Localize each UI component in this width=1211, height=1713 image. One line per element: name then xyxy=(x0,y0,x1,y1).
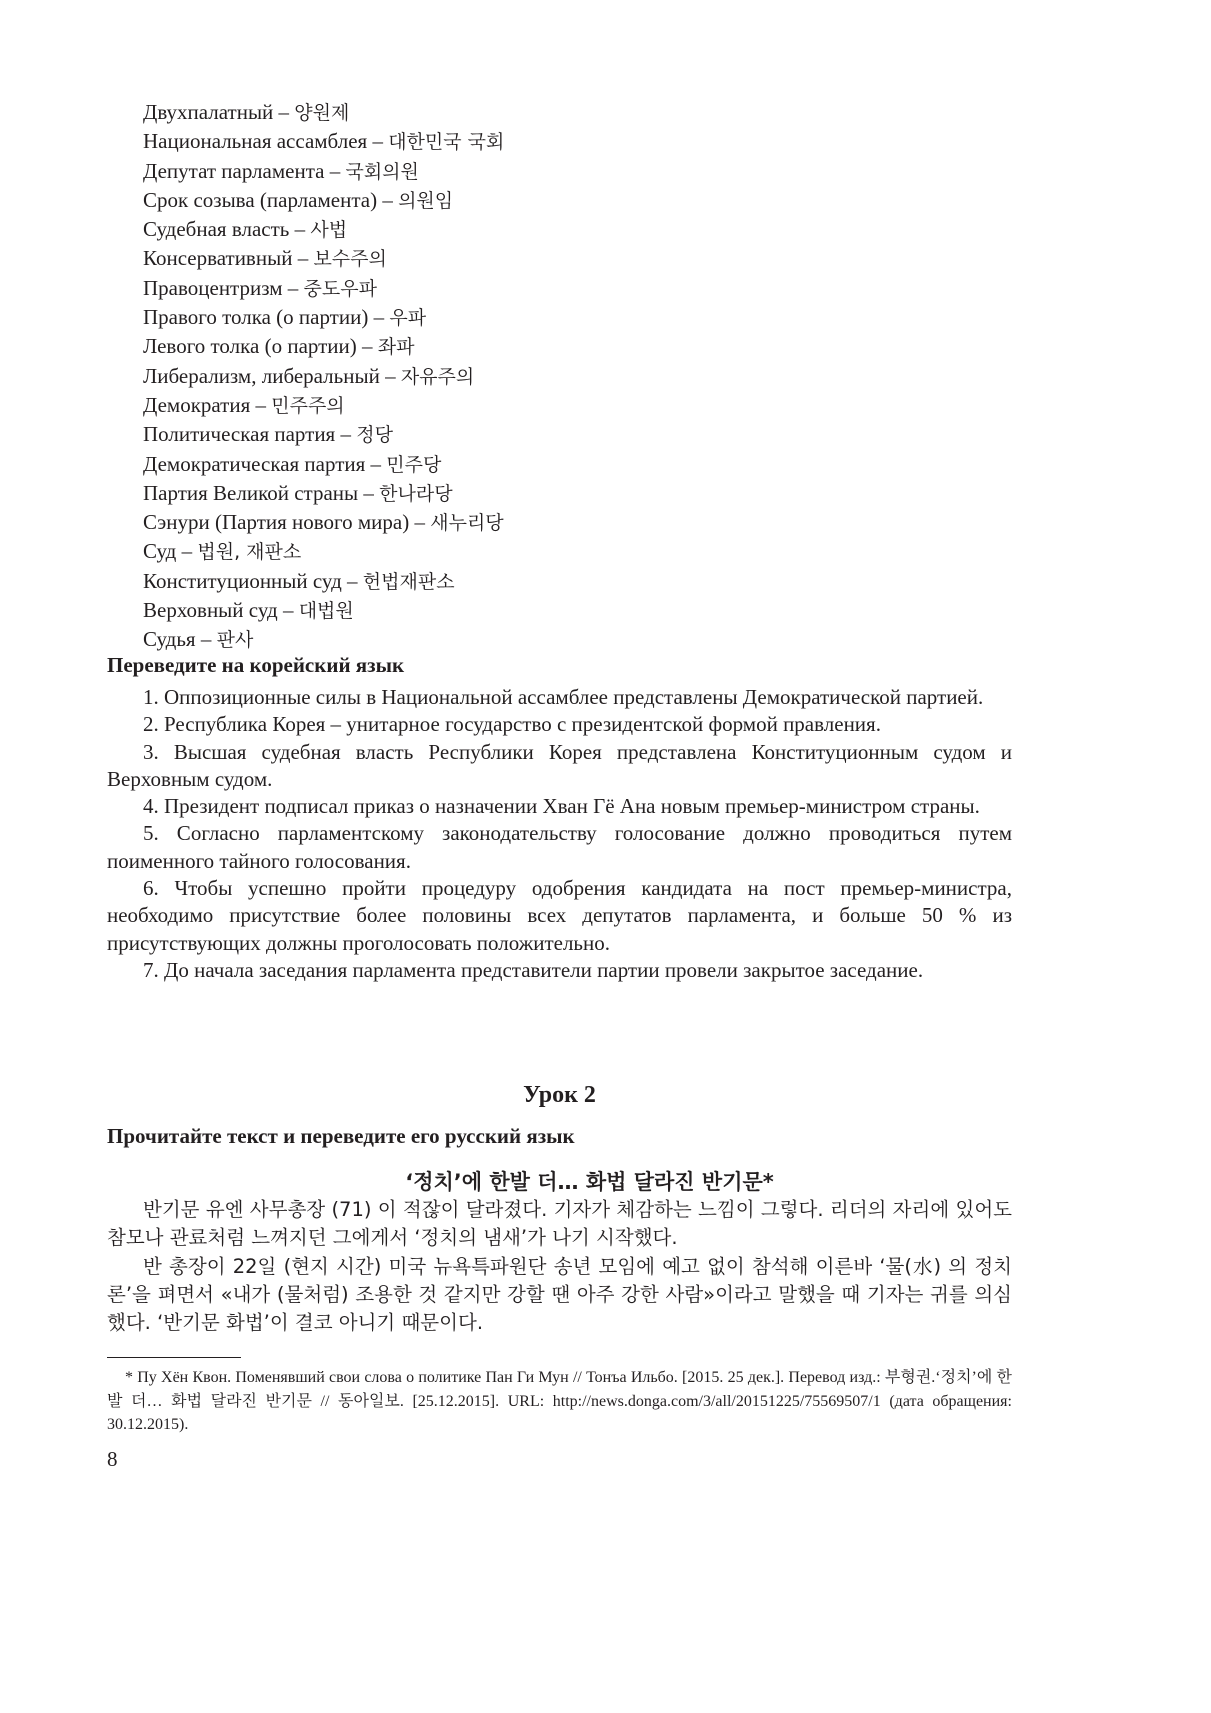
vocab-korean: 의원임 xyxy=(398,189,454,212)
vocab-russian: Сэнури (Партия нового мира) xyxy=(143,510,410,535)
vocab-korean: 헌법재판소 xyxy=(362,570,455,593)
vocab-dash: – xyxy=(365,451,387,476)
vocab-korean: 대한민국 국회 xyxy=(388,131,505,154)
page-number: 8 xyxy=(107,1447,118,1471)
vocab-russian: Демократическая партия xyxy=(143,451,366,476)
vocab-russian: Либерализм, либеральный xyxy=(143,363,380,388)
vocab-item xyxy=(143,537,1048,566)
exercise-item: 3. Высшая судебная власть Республики Корея представлена Конституционным судом и Верховным судом. xyxy=(107,739,1012,791)
vocab-dash: – xyxy=(324,158,346,183)
vocab-russian: Судебная власть xyxy=(143,217,290,242)
vocab-russian: Конституционный суд xyxy=(143,568,342,593)
vocab-russian: Партия Великой страны xyxy=(143,480,359,505)
vocab-dash: – xyxy=(250,392,272,417)
vocab-item xyxy=(143,362,1048,391)
vocab-item xyxy=(143,420,1048,449)
vocab-item xyxy=(143,157,1048,186)
vocab-korean: 민주당 xyxy=(386,453,442,476)
exercise-item: 2. Республика Корея – унитарное государство с президентской формой правления. xyxy=(143,712,881,737)
vocab-item xyxy=(143,303,1048,332)
vocab-russian: Политическая партия xyxy=(143,422,336,447)
vocab-dash: – xyxy=(341,568,363,593)
vocab-korean: 우파 xyxy=(389,307,427,330)
vocab-korean: 양원제 xyxy=(294,102,350,124)
vocab-korean: 법원, 재판소 xyxy=(197,541,302,564)
vocab-korean: 사법 xyxy=(310,219,348,242)
vocab-dash: – xyxy=(289,217,311,242)
vocab-item xyxy=(143,625,1048,654)
vocab-dash: – xyxy=(358,480,380,505)
footnote xyxy=(107,1366,1012,1437)
vocab-item xyxy=(143,127,1048,156)
vocab-russian: Верховный суд xyxy=(143,598,278,623)
vocab-russian: Срок созыва (парламента) xyxy=(143,187,378,212)
vocab-item xyxy=(143,567,1048,596)
vocab-dash: – xyxy=(367,129,389,154)
vocab-dash: – xyxy=(377,187,399,212)
vocab-item xyxy=(143,508,1048,537)
vocab-russian: Двухпалатный xyxy=(143,100,274,124)
article-paragraph: 반 총장이 22일 (현지 시간) 미국 뉴욕특파원단 송년 모임에 예고 없이 참석해 이른바 ‘물(水) 의 정치론’을 펴면서 «내가 (물처럼) 조용한 것 같지만 강할 땐 아주 강한 사람»이라고 말했을 때 기자는 귀를 의심했다. ‘반기문 화법’이 결코 아니기 때문이다. xyxy=(107,1254,1012,1335)
vocab-item xyxy=(143,98,1048,127)
vocab-item xyxy=(143,244,1048,273)
exercise-item: 4. Президент подписал приказ о назначении Хван Гё Ана новым премьер-министром страны. xyxy=(143,794,980,819)
vocab-korean: 한나라당 xyxy=(379,482,453,505)
vocab-russian: Национальная ассамблея xyxy=(143,129,368,154)
vocab-korean: 판사 xyxy=(216,629,254,652)
vocab-dash: – xyxy=(356,334,378,359)
reading-heading: Прочитайте текст и переведите его русский язык xyxy=(107,1124,575,1148)
vocab-dash: – xyxy=(273,100,295,124)
vocab-item xyxy=(143,450,1048,479)
vocabulary-list xyxy=(143,98,1048,655)
exercise-heading: Переведите на корейский язык xyxy=(107,653,405,677)
vocab-dash: – xyxy=(282,275,304,300)
vocab-item xyxy=(143,274,1048,303)
vocab-dash: – xyxy=(409,510,431,535)
vocab-item xyxy=(143,215,1048,244)
vocab-item xyxy=(143,391,1048,420)
exercise-item: 1. Оппозиционные силы в Национальной ассамблее представлены Демократической партией. xyxy=(143,685,984,709)
vocab-dash: – xyxy=(379,363,401,388)
article-title: ‘정치’에 한발 더… 화법 달라진 반기문* xyxy=(405,1170,774,1194)
footnote-divider xyxy=(107,1357,241,1358)
vocab-korean: 민주주의 xyxy=(271,394,345,417)
vocab-korean: 국회의원 xyxy=(345,160,419,183)
vocab-dash: – xyxy=(195,627,217,652)
vocab-korean: 자유주의 xyxy=(400,365,475,388)
vocab-russian: Судья xyxy=(143,627,196,652)
vocab-item xyxy=(143,479,1048,508)
vocab-dash: – xyxy=(335,422,357,447)
vocab-item xyxy=(143,186,1048,215)
vocab-russian: Правоцентризм xyxy=(143,275,283,300)
article-text xyxy=(107,1196,1012,1337)
vocab-item xyxy=(143,332,1048,361)
exercise-list xyxy=(107,684,1012,984)
vocab-dash: – xyxy=(176,539,198,564)
article-paragraph: 반기문 유엔 사무총장 (71) 이 적잖이 달라졌다. 기자가 체감하는 느낌이 그렇다. 리더의 자리에 있어도 참모나 관료처럼 느껴지던 그에게서 ‘정치의 냄새’가 나기 시작했다. xyxy=(107,1198,1012,1250)
vocab-korean: 정당 xyxy=(356,424,393,447)
exercise-item: 5. Согласно парламентскому законодательству голосование должно проводиться путем поименного тайного голосования. xyxy=(107,821,1012,873)
vocab-russian: Депутат парламента xyxy=(143,158,325,183)
vocab-item xyxy=(143,596,1048,625)
vocab-korean: 새누리당 xyxy=(430,512,504,535)
vocab-russian: Правого толка (о партии) xyxy=(143,305,369,330)
exercise-item: 6. Чтобы успешно пройти процедуру одобрения кандидата на пост премьер-министра, необходимо присутствие более половины всех депутатов парламента, и больше 50 % из присутствующих должны проголосовать положительно. xyxy=(107,876,1012,955)
vocab-korean: 좌파 xyxy=(377,336,415,359)
vocab-russian: Демократия xyxy=(143,392,251,417)
lesson-title: Урок 2 xyxy=(523,1082,596,1108)
vocab-korean: 중도우파 xyxy=(303,277,377,300)
exercise-item: 7. До начала заседания парламента представители партии провели закрытое заседание. xyxy=(143,957,924,982)
vocab-dash: – xyxy=(292,246,314,271)
vocab-dash: – xyxy=(368,305,390,330)
vocab-russian: Суд xyxy=(143,539,177,564)
vocab-korean: 대법원 xyxy=(298,600,354,623)
vocab-dash: – xyxy=(277,598,299,623)
vocab-russian: Левого толка (о партии) xyxy=(143,334,357,359)
vocab-russian: Консервативный xyxy=(143,246,293,271)
vocab-korean: 보수주의 xyxy=(313,248,387,271)
footnote-text: * Пу Хён Квон. Поменявший свои слова о политике Пан Ги Мун // Тонъа Ильбо. [2015. 25 дек.]. Перевод изд.: 부형권.‘정치’에 한발 더… 화법 달라진 반기문 // 동아일보. [25.12.2015]. URL: http://news.donga.com/3/all/20151225/75569507/1 (дата обращения: 30.12.2015). xyxy=(107,1369,1012,1433)
